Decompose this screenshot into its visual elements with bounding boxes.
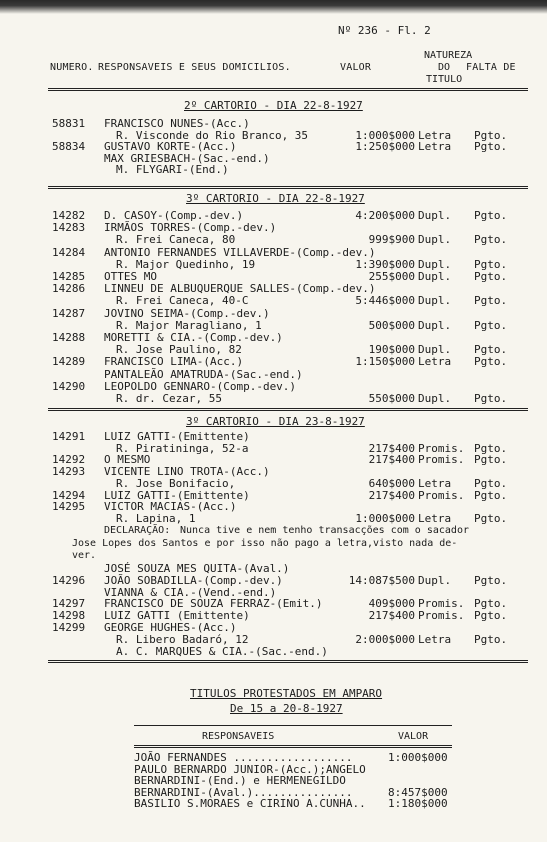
row-natureza: Letra	[418, 355, 452, 369]
row-valor: 5:446$000	[355, 294, 415, 308]
table-row	[0, 622, 547, 633]
row-natureza: Promis.	[418, 609, 465, 623]
row-number: 14294	[52, 488, 86, 502]
protested-valor: 1:180$000	[388, 797, 448, 811]
row-responsavel: GEORGE HUGHES-(Acc.)	[104, 621, 237, 634]
row-responsavel: ANTONIO FERNANDES VILLAVERDE-(Comp.-dev.)	[104, 245, 376, 259]
row-natureza: Dupl.	[418, 318, 452, 332]
table-row	[0, 247, 547, 258]
section-rule	[48, 186, 528, 189]
row-falta: Pgto.	[474, 233, 508, 247]
table-row	[0, 369, 547, 380]
protested-responsavel: BASILIO S.MORAES e CIRINO A.CUNHA..	[134, 797, 366, 811]
row-falta: Pgto.	[474, 476, 508, 490]
row-responsavel: JOSÉ SOUZA MES QUITA-(Aval.)	[104, 562, 290, 575]
table-row	[0, 775, 547, 786]
row-natureza: Promis.	[418, 597, 465, 611]
table-row	[0, 234, 547, 245]
row-number: 14292	[52, 453, 86, 467]
table-row	[0, 610, 547, 621]
row-number: 14297	[52, 597, 86, 611]
row-falta: Pgto.	[474, 355, 508, 369]
protested-table-header-rule	[134, 745, 452, 748]
row-responsavel: R. Frei Caneca, 40-C	[116, 294, 249, 308]
row-responsavel: PANTALEÃO AMATRUDA-(Sac.-end.)	[104, 367, 303, 381]
table-row	[0, 752, 547, 763]
row-responsavel: R. dr. Cezar, 55	[116, 392, 222, 405]
declaracao-line-2: Jose Lopes dos Santos e por isso não pago a letra,visto nada de-	[72, 538, 458, 549]
row-responsavel: LINNEU DE ALBUQUERQUE SALLES-(Comp.-dev.)	[104, 282, 376, 296]
row-responsavel: GUSTAVO KORTE-(Acc.)	[104, 140, 237, 153]
row-natureza: Promis.	[418, 441, 465, 455]
declaracao-line-1: Nunca tive e nem tenho transacções com o sacador	[180, 525, 469, 536]
section-title: 3º CARTORIO - DIA 23-8-1927	[186, 415, 365, 428]
table-row	[0, 787, 547, 798]
section-title: 3º CARTORIO - DIA 22-8-1927	[186, 192, 365, 205]
protested-title: TITULOS PROTESTADOS EM AMPARO	[190, 687, 383, 700]
row-falta: Pgto.	[474, 318, 508, 332]
table-row	[0, 271, 547, 282]
row-natureza: Dupl.	[418, 294, 452, 308]
table-row	[0, 478, 547, 489]
row-responsavel: O MESMO	[104, 453, 151, 467]
row-natureza: Dupl.	[418, 573, 452, 587]
row-natureza: Promis.	[418, 453, 465, 467]
row-falta: Pgto.	[474, 597, 508, 611]
row-falta: Pgto.	[474, 632, 508, 646]
row-natureza: Letra	[418, 128, 452, 142]
row-responsavel: MAX GRIESBACH-(Sac.-end.)	[104, 151, 270, 165]
row-valor: 217$400	[368, 441, 415, 455]
page-number: Nº 236 - Fl. 2	[338, 24, 431, 37]
row-natureza: Letra	[418, 140, 452, 153]
table-row	[0, 320, 547, 331]
header-responsaveis: RESPONSAVEIS E SEUS DOMICILIOS.	[98, 62, 291, 73]
table-row	[0, 259, 547, 270]
row-natureza: Dupl.	[418, 233, 452, 247]
row-natureza: Letra	[418, 476, 452, 490]
row-valor: 217$400	[368, 453, 415, 467]
row-falta: Pgto.	[474, 573, 508, 587]
header-natureza-3: TITULO	[426, 74, 463, 85]
row-responsavel: R. Frei Caneca, 80	[116, 233, 236, 247]
row-falta: Pgto.	[474, 257, 508, 271]
table-row	[0, 153, 547, 164]
table-row	[0, 501, 547, 512]
row-number: 58831	[52, 117, 86, 130]
header-numero: NUMERO.	[50, 62, 94, 73]
protested-header-responsaveis: RESPONSAVEIS	[202, 731, 275, 742]
row-falta: Pgto.	[474, 392, 508, 405]
protested-valor: 8:457$000	[388, 785, 448, 799]
row-valor: 640$000	[368, 476, 415, 490]
table-row	[0, 598, 547, 609]
row-falta: Pgto.	[474, 511, 508, 525]
row-responsavel: JOVINO SEIMA-(Comp.-dev.)	[104, 306, 270, 320]
table-row	[0, 344, 547, 355]
protested-responsavel: BERNARDINI-(End.) e HERMENEGILDO	[134, 774, 346, 788]
row-falta: Pgto.	[474, 609, 508, 623]
table-row	[0, 356, 547, 367]
row-responsavel: LUIZ GATTI (Emittente)	[104, 609, 250, 623]
row-responsavel: R. Jose Bonifacio,	[116, 476, 236, 490]
row-number: 14296	[52, 573, 86, 587]
table-row	[0, 222, 547, 233]
row-responsavel: R. Lapina, 1	[116, 511, 196, 525]
row-responsavel: LUIZ GATTI-(Emittente)	[104, 488, 250, 502]
row-valor: 255$000	[368, 270, 415, 283]
row-falta: Pgto.	[474, 441, 508, 455]
row-falta: Pgto.	[474, 128, 508, 142]
table-row	[0, 575, 547, 586]
row-number: 14290	[52, 379, 86, 393]
protested-responsavel: JOÃO FERNANDES ..................	[134, 751, 353, 764]
row-valor: 1:390$000	[355, 257, 415, 271]
table-row	[0, 164, 547, 175]
row-number: 14283	[52, 221, 86, 235]
scan-edge-shadow	[0, 0, 547, 14]
row-falta: Pgto.	[474, 270, 508, 283]
row-falta: Pgto.	[474, 453, 508, 467]
row-number: 58834	[52, 140, 86, 153]
row-natureza: Dupl.	[418, 270, 452, 283]
row-responsavel: R. Jose Paulino, 82	[116, 343, 242, 357]
row-falta: Pgto.	[474, 343, 508, 357]
row-responsavel: FRANCISCO LIMA-(Acc.)	[104, 355, 244, 369]
row-valor: 2:000$000	[355, 632, 415, 646]
header-natureza-2: DO	[438, 62, 451, 73]
table-row	[0, 764, 547, 775]
table-row	[0, 141, 547, 152]
table-row	[0, 118, 547, 129]
row-responsavel: VIANNA & CIA.-(Vend.-end.)	[104, 585, 277, 599]
row-number: 14286	[52, 282, 86, 296]
section-rule	[48, 660, 528, 663]
row-valor: 1:000$000	[355, 128, 415, 142]
row-number: 14287	[52, 306, 86, 320]
row-number: 14291	[52, 430, 86, 443]
header-natureza-1: NATUREZA	[424, 50, 473, 61]
row-number: 14299	[52, 621, 86, 634]
row-falta: Pgto.	[474, 294, 508, 308]
protested-valor: 1:000$000	[388, 751, 448, 764]
row-valor: 1:000$000	[355, 511, 415, 525]
row-falta: Pgto.	[474, 140, 508, 153]
table-row	[0, 634, 547, 645]
protested-responsavel: PAULO BERNARDO JUNIOR-(Acc.);ANGELO	[134, 762, 366, 776]
table-row	[0, 587, 547, 598]
row-valor: 999$900	[368, 233, 415, 247]
row-responsavel: IRMÃOS TORRES-(Comp.-dev.)	[104, 221, 277, 235]
row-natureza: Dupl.	[418, 257, 452, 271]
row-valor: 550$000	[368, 392, 415, 405]
header-valor: VALOR	[340, 62, 372, 73]
section-rule	[48, 408, 528, 411]
row-number: 14295	[52, 500, 86, 514]
row-number: 14284	[52, 245, 86, 259]
table-row	[0, 443, 547, 454]
header-rule	[48, 88, 528, 91]
row-natureza: Dupl.	[418, 209, 452, 222]
row-natureza: Dupl.	[418, 392, 452, 405]
table-row	[0, 646, 547, 657]
table-row	[0, 563, 547, 574]
table-row	[0, 332, 547, 343]
row-number: 14293	[52, 465, 86, 479]
table-row	[0, 454, 547, 465]
row-falta: Pgto.	[474, 488, 508, 502]
row-responsavel: LEOPOLDO GENNARO-(Comp.-dev.)	[104, 379, 297, 393]
section-title: 2º CARTORIO - DIA 22-8-1927	[184, 99, 363, 112]
declaracao-line-3: ver.	[72, 550, 97, 561]
row-responsavel: FRANCISCO NUNES-(Acc.)	[104, 117, 250, 130]
row-valor: 190$000	[368, 343, 415, 357]
row-natureza: Promis.	[418, 488, 465, 502]
table-row	[0, 798, 547, 809]
row-responsavel: R. Piratininga, 52-a	[116, 441, 249, 455]
row-natureza: Dupl.	[418, 343, 452, 357]
row-responsavel: LUIZ GATTI-(Emittente)	[104, 430, 250, 443]
row-valor: 409$000	[368, 597, 415, 611]
row-natureza: Letra	[418, 632, 452, 646]
table-row	[0, 130, 547, 141]
row-responsavel: OTTES MO	[104, 270, 157, 283]
row-responsavel: R. Major Maragliano, 1	[116, 318, 262, 332]
table-row	[0, 466, 547, 477]
row-valor: 217$400	[368, 488, 415, 502]
declaracao-label: DECLARAÇÃO:	[104, 525, 171, 536]
header-falta: FALTA DE	[466, 62, 516, 73]
row-valor: 14:087$500	[348, 573, 415, 587]
row-responsavel: VICTOR MACIAS-(Acc.)	[104, 500, 237, 514]
row-responsavel: R. Visconde do Rio Branco, 35	[116, 128, 309, 142]
table-row	[0, 513, 547, 524]
row-responsavel: A. C. MARQUES & CIA.-(Sac.-end.)	[116, 644, 328, 658]
row-natureza: Letra	[418, 511, 452, 525]
protested-header-valor: VALOR	[398, 731, 429, 742]
table-row	[0, 381, 547, 392]
protested-subtitle: De 15 a 20-8-1927	[230, 702, 343, 715]
row-valor: 1:250$000	[355, 140, 415, 153]
row-valor: 4:200$000	[355, 209, 415, 222]
table-row	[0, 393, 547, 404]
row-responsavel: R. Libero Badaró, 12	[116, 632, 249, 646]
protested-responsavel: BERNARDINI-(Aval.)...............	[134, 785, 353, 799]
row-responsavel: FRANCISCO DE SOUZA FERRAZ-(Emit.)	[104, 597, 323, 611]
row-falta: Pgto.	[474, 209, 508, 222]
table-row	[0, 490, 547, 501]
row-valor: 1:150$000	[355, 355, 415, 369]
row-number: 14298	[52, 609, 86, 623]
row-responsavel: JOÃO SOBADILLA-(Comp.-dev.)	[104, 573, 283, 587]
row-number: 14288	[52, 331, 86, 344]
table-row	[0, 431, 547, 442]
row-valor: 500$000	[368, 318, 415, 332]
row-responsavel: R. Major Quedinho, 19	[116, 257, 256, 271]
table-row	[0, 308, 547, 319]
row-number: 14285	[52, 270, 86, 283]
table-row	[0, 283, 547, 294]
row-responsavel: D. CASOY-(Comp.-dev.)	[104, 209, 244, 222]
table-row	[0, 295, 547, 306]
table-row	[0, 210, 547, 221]
row-number: 14282	[52, 209, 86, 222]
row-number: 14289	[52, 355, 86, 369]
row-responsavel: M. FLYGARI-(End.)	[116, 163, 229, 176]
row-responsavel: VICENTE LINO TROTA-(Acc.)	[104, 465, 270, 479]
protested-table-top-rule	[134, 725, 452, 726]
row-valor: 217$400	[368, 609, 415, 623]
row-responsavel: MORETTI & CIA.-(Comp.-dev.)	[104, 331, 283, 344]
